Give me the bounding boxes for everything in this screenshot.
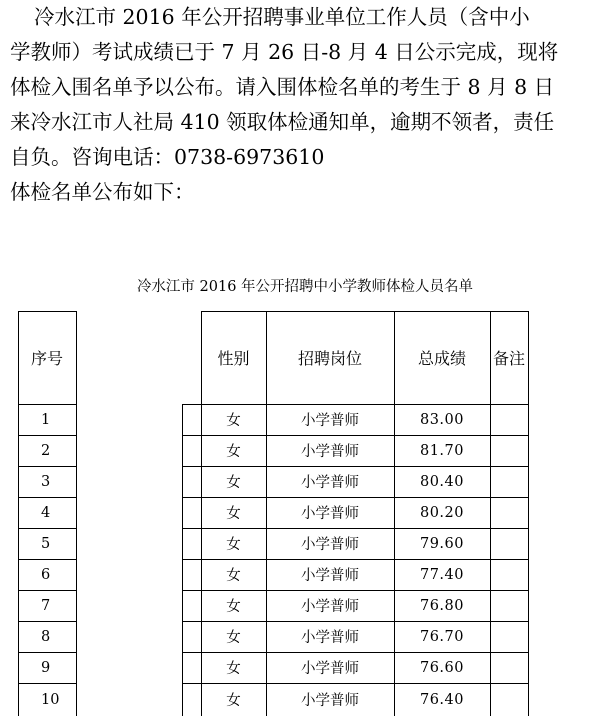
notice-line: 冷水江市 2016 年公开招聘事业单位工作人员（含中小 <box>34 5 530 29</box>
cell-position: 小学普师 <box>301 661 359 677</box>
header-name <box>76 311 201 404</box>
notice-line: 体检入围名单予以公布。请入围体检名单的考生于 8 月 8 日 <box>10 75 555 99</box>
cell-gender: 女 <box>226 537 241 553</box>
cell-seq: 2 <box>41 442 51 459</box>
notice-line: 自负。咨询电话：0738-6973610 <box>10 145 325 169</box>
cell-position: 小学普师 <box>301 630 359 646</box>
cell-seq: 4 <box>41 504 51 521</box>
cell-seq: 9 <box>41 659 51 676</box>
notice-line: 来冷水江市人社局 410 领取体检通知单，逾期不领者，责任 <box>10 110 555 134</box>
cell-gender: 女 <box>226 413 241 429</box>
cell-remark <box>490 435 528 466</box>
cell-score: 77.40 <box>419 566 464 583</box>
cell-gender: 女 <box>226 630 241 646</box>
cell-gender: 女 <box>226 568 241 584</box>
header-position: 招聘岗位 <box>297 349 362 368</box>
cell-position: 小学普师 <box>301 475 359 491</box>
cell-score: 80.20 <box>419 504 464 521</box>
list-intro: 体检名单公布如下： <box>10 180 195 204</box>
cell-remark <box>490 590 528 621</box>
table-title: 冷水江市 2016 年公开招聘中小学教师体检人员名单 <box>136 279 474 295</box>
cell-seq: 10 <box>41 691 60 708</box>
cell-score: 76.80 <box>419 597 464 614</box>
cell-position: 小学普师 <box>301 537 359 553</box>
cell-gender: 女 <box>226 444 241 460</box>
cell-score: 76.40 <box>419 691 464 708</box>
cell-remark <box>490 652 528 683</box>
cell-gender: 女 <box>226 506 241 522</box>
cell-score: 76.70 <box>419 628 464 645</box>
cell-remark <box>490 466 528 497</box>
cell-seq: 8 <box>41 628 51 645</box>
cell-position: 小学普师 <box>301 693 359 709</box>
cell-gender: 女 <box>226 599 241 615</box>
cell-seq: 6 <box>41 566 51 583</box>
cell-gender: 女 <box>226 661 241 677</box>
cell-position: 小学普师 <box>301 413 359 429</box>
cell-seq: 3 <box>41 473 51 490</box>
cell-seq: 5 <box>41 535 51 552</box>
cell-remark <box>490 404 528 435</box>
cell-position: 小学普师 <box>301 444 359 460</box>
notice-text <box>10 0 610 210</box>
cell-remark <box>490 621 528 652</box>
cell-remark <box>490 683 528 716</box>
header-score: 总成绩 <box>417 349 466 368</box>
cell-score: 79.60 <box>419 535 464 552</box>
cell-remark <box>490 497 528 528</box>
cell-gender: 女 <box>226 475 241 491</box>
header-remark: 备注 <box>492 349 525 368</box>
cell-score: 81.70 <box>419 442 464 459</box>
cell-score: 76.60 <box>419 659 464 676</box>
cell-position: 小学普师 <box>301 506 359 522</box>
notice-line: 学教师）考试成绩已于 7 月 26 日-8 月 4 日公示完成，现将 <box>10 40 559 64</box>
header-seq: 序号 <box>30 349 63 368</box>
cell-remark <box>490 528 528 559</box>
header-gender: 性别 <box>217 349 250 368</box>
cell-score: 80.40 <box>419 473 464 490</box>
cell-remark <box>490 559 528 590</box>
cell-position: 小学普师 <box>301 568 359 584</box>
cell-score: 83.00 <box>419 411 464 428</box>
cell-seq: 7 <box>41 597 51 614</box>
cell-seq: 1 <box>41 411 51 428</box>
cell-position: 小学普师 <box>301 599 359 615</box>
cell-gender: 女 <box>226 693 241 709</box>
